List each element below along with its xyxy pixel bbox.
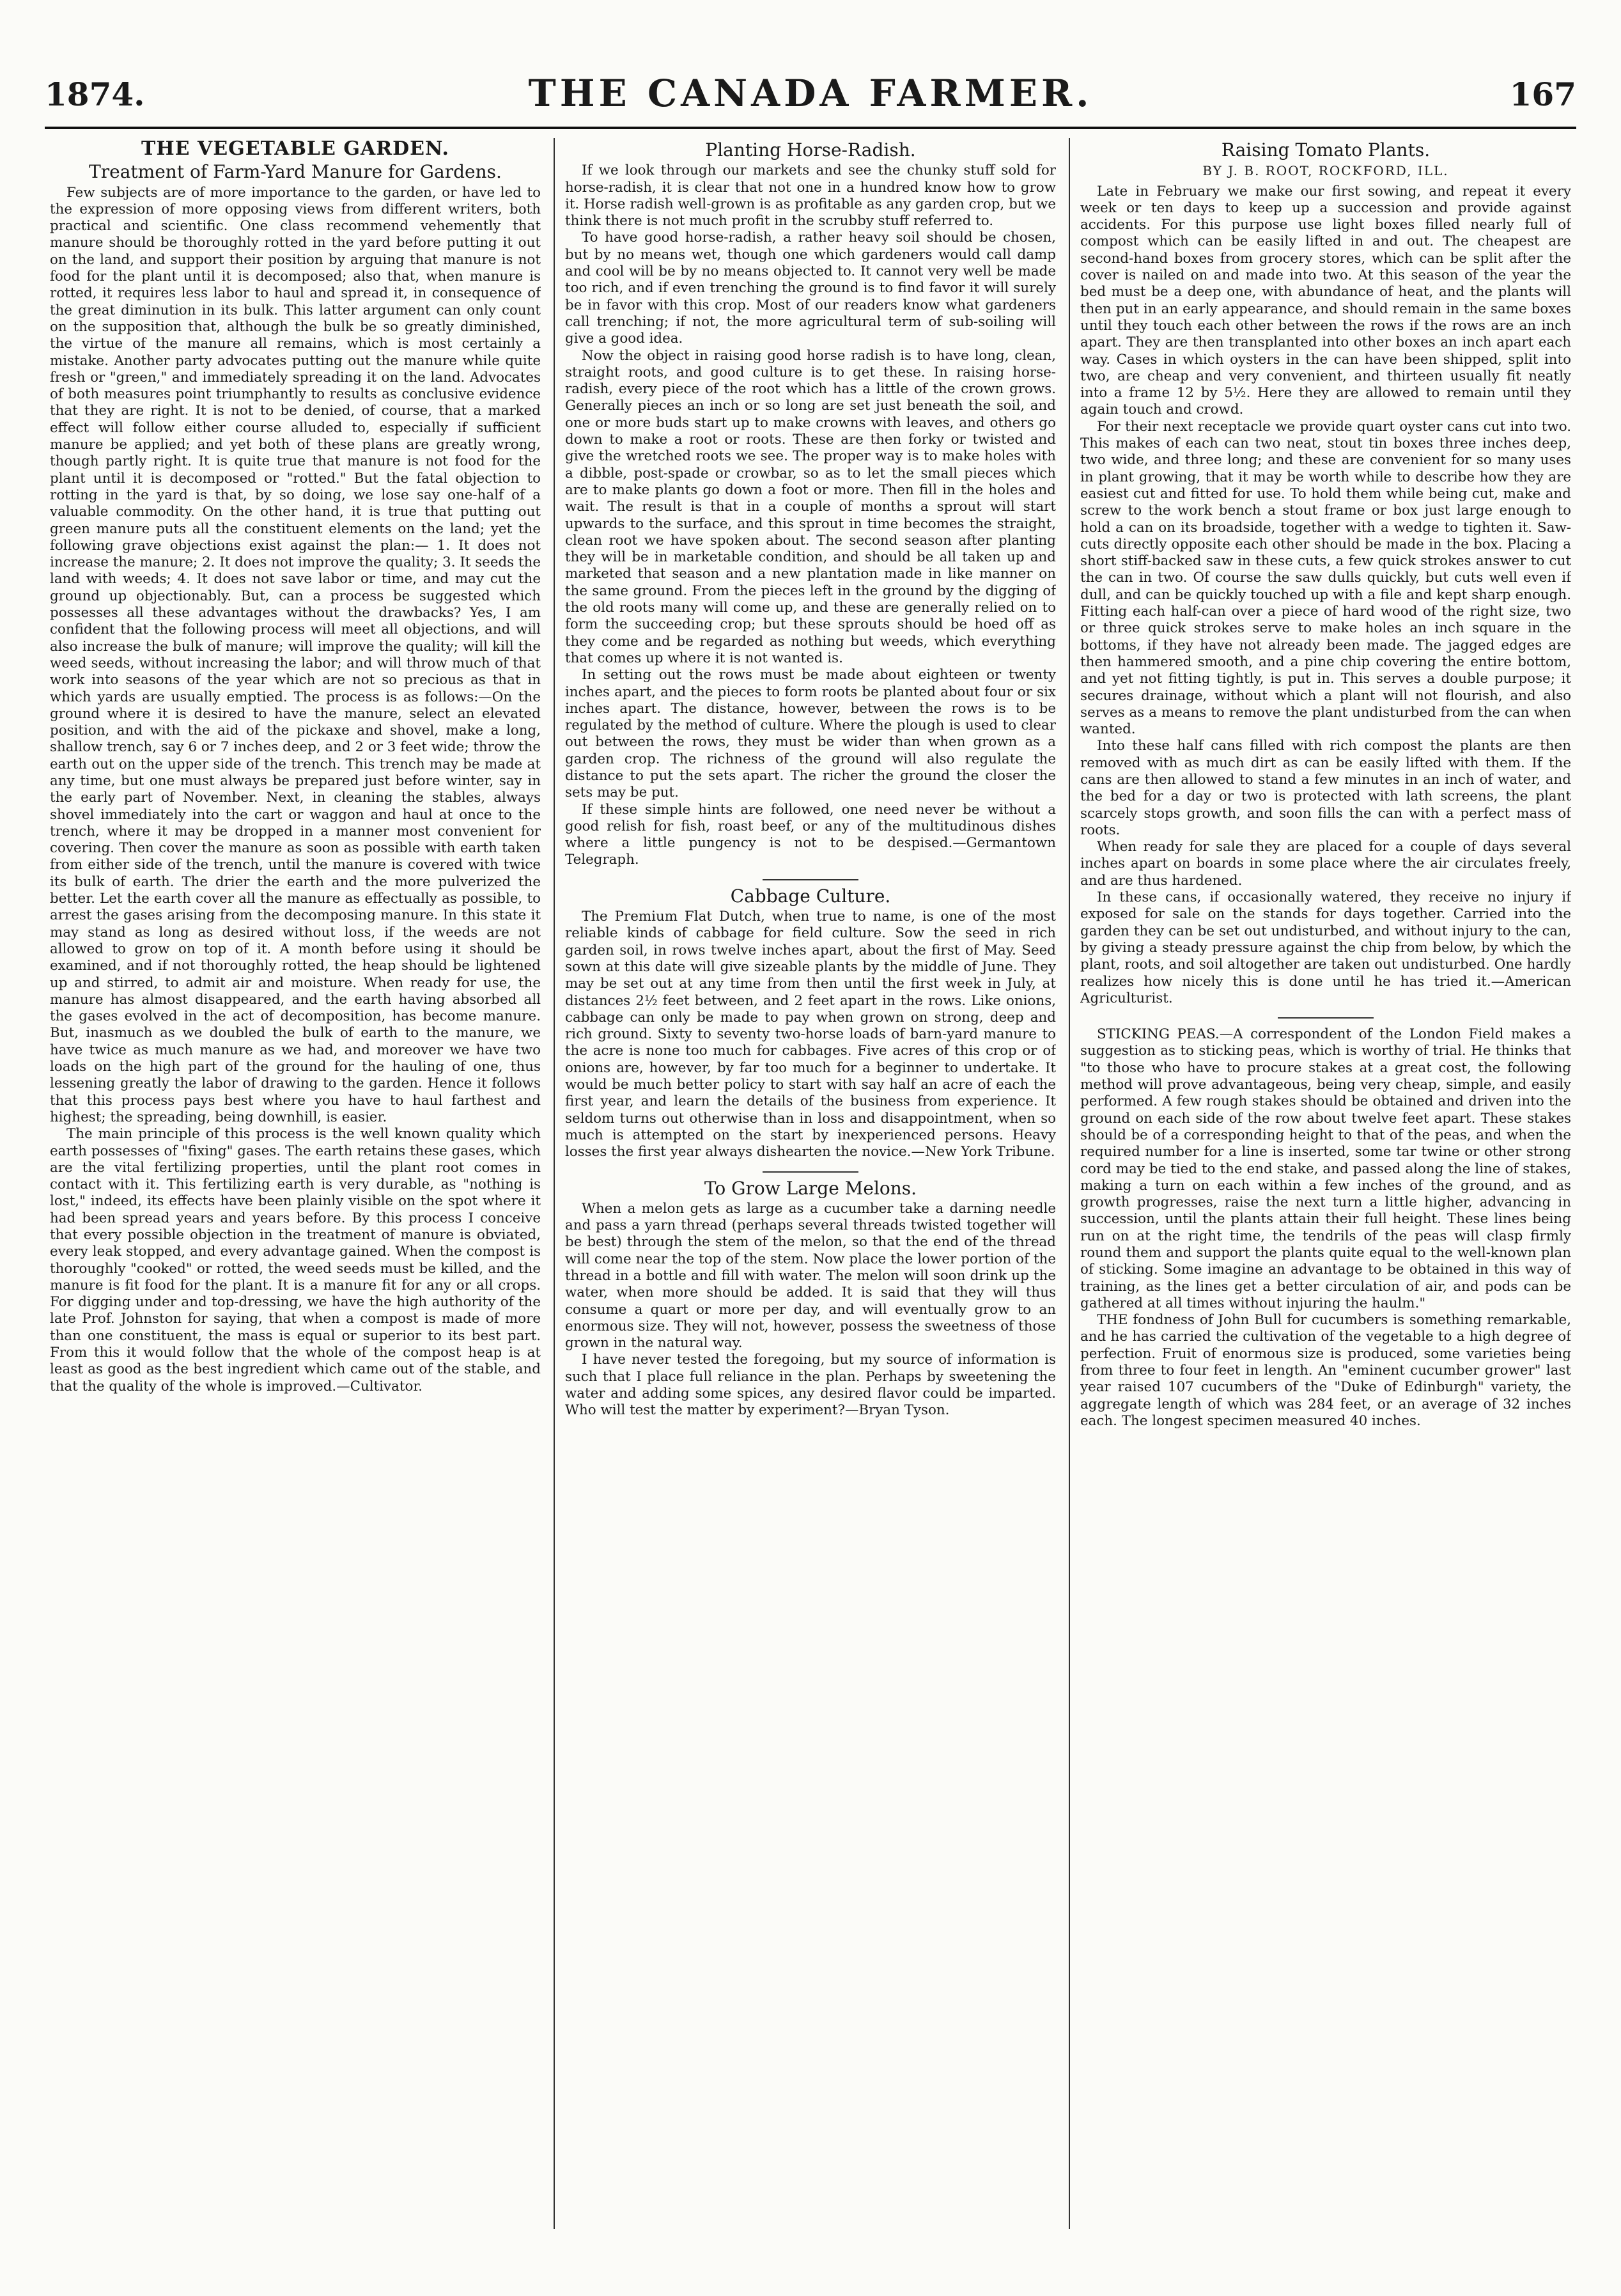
column-3 (1080, 138, 1571, 2235)
section-title: THE VEGETABLE GARDEN. (141, 138, 449, 160)
article-title: Treatment of Farm-Yard Manure for Gardens. (89, 161, 502, 183)
article-paragraph: Into these half cans filled with rich compost the plants are then removed with as much dirt as can be easily lifted with them. If the cans are then allowed to stand a few minutes in an inch of water, and the bed for a day or two is protected with lath screens, the plant scarcely stops growth, and soon fills the can with a perfect mass of roots. (1080, 738, 1571, 838)
article-paragraph: I have never tested the foregoing, but my source of information is such that I place full reliance in the plan. Perhaps by sweetening the water and adding some spices, any desired flavor could be imparted. Who will test the matter by experiment?—Bryan Tyson. (565, 1352, 1056, 1419)
article-paragraph: When ready for sale they are placed for a couple of days several inches apart on boards in some place where the air circulates freely, and are thus hardened. (1080, 839, 1571, 889)
article-separator (763, 879, 858, 880)
page-number: 167 (1509, 75, 1576, 113)
column-1 (50, 138, 541, 2235)
column-rule (554, 138, 555, 2229)
article-paragraph: If these simple hints are followed, one need never be without a good relish for fish, roast beef, or any of the multitudinous dishes where a little pungency is not to be despised.—Germantown Telegraph. (565, 801, 1056, 868)
article-separator (1278, 1017, 1374, 1019)
article (1080, 139, 1571, 1007)
article-title: Cabbage Culture. (730, 885, 891, 907)
article-paragraph: THE fondness of John Bull for cucumbers is something remarkable, and he has carried the cultivation of the vegetable to a high degree of perfection. Fruit of enormous size is produced, some varieties being from three to four feet in length. An "eminent cucumber grower" last year raised 107 cucumbers of the "Duke of Edinburgh" variety, the aggregate length of which was 284 feet, or an average of 32 inches each. The longest specimen measured 40 inches. (1080, 1312, 1571, 1429)
article-paragraph: Late in February we make our first sowing, and repeat it every week or ten days to keep up a succession and provide against accidents. For this purpose use light boxes filled nearly full of compost which can be easily lifted in and out. The cheapest are second-hand boxes from grocery stores, which can be split after the cover is nailed on and made into two. At this season of the year the bed must be a deep one, with abundance of heat, and the plants will then put in an early appearance, and should remain in the same boxes until they touch each other between the rows if the rows are an inch apart. They are then transplanted into other boxes an inch apart each way. Cases in which oysters in the can have been shipped, split into two, are cheap and very convenient, and thirteen usually fit neatly into a frame 12 by 5½. Here they are allowed to remain until they again touch and crowd. (1080, 183, 1571, 418)
article-paragraph: For their next receptacle we provide quart oyster cans cut into two. This makes of each can two neat, stout tin boxes three inches deep, two wide, and three long; and these are convenient for so many uses in plant growing, that it may be worth while to describe how they are easiest cut and fitted for use. To hold them while being cut, make and screw to the work bench a stout frame or box just large enough to hold a can on its broadside, together with a wedge to tighten it. Saw-cuts directly opposite each other should be made in the box. Placing a short stiff-backed saw in these cuts, a few quick strokes answer to cut the can in two. Of course the saw dulls quickly, but cuts well even if dull, and can be quickly touched up with a file and kept sharp enough. Fitting each half-can over a piece of hard wood of the right size, two or three quick strokes serve to make holes an inch square in the bottoms, if they have not already been made. The jagged edges are then hammered smooth, and a pine chip covering the entire bottom, and yet not fitting tightly, is put in. This serves a double purpose; it secures drainage, without which a plant will not flourish, and also serves as a means to remove the plant undisturbed from the can when wanted. (1080, 418, 1571, 738)
article-paragraph: The Premium Flat Dutch, when true to name, is one of the most reliable kinds of cabbage for field culture. Sow the seed in rich garden soil, in rows twelve inches apart, about the first of May. Seed sown at this date will give sizeable plants by the middle of June. They may be set out at any time from then until the first week in July, at distances 2½ feet between, and 2 feet apart in the rows. Like onions, cabbage can only be made to pay when grown on strong, deep and rich ground. Sixty to seventy two-horse loads of barn-yard manure to the acre is none too much for cabbages. Five acres of this crop or of onions are, however, by far too much for a beginner to undertake. It would be much better policy to start with say half an acre of each the first year, and learn the details of the business from experience. It seldom turns out otherwise than in loss and disappointment, when so much is attempted on the start by inexperienced persons. Heavy losses the first year always dishearten the novice.—New York Tribune. (565, 909, 1056, 1160)
article-paragraph: In setting out the rows must be made about eighteen or twenty inches apart, and the pieces to form roots be planted about four or six inches apart. The distance, however, between the rows is to be regulated by the method of culture. Where the plough is used to clear out between the rows, they must be wider than when grown as a garden crop. The richness of the ground will also regulate the distance to put the sets apart. The richer the ground the closer the sets may be put. (565, 667, 1056, 801)
article-paragraph: In these cans, if occasionally watered, they receive no injury if exposed for sale on the stands for days together. Carried into the garden they can be set out undisturbed, and without injury to the can, by giving a steady pressure against the chip from below, by which the plant, roots, and soil altogether are taken out undisturbed. One hardly realizes how nicely this is done until he has tried it.—American Agriculturist. (1080, 889, 1571, 1006)
article-paragraph: Now the object in raising good horse radish is to have long, clean, straight roots, and good culture is to get these. In raising horse-radish, every piece of the root which has a little of the crown grows. Generally pieces an inch or so long are set just beneath the soil, and one or more buds start up to make crowns with leaves, and others go down to make a root or roots. These are then forky or twisted and give the wretched roots we see. The proper way is to make holes with a dibble, post-spade or crowbar, so as to let the small pieces which are to make plants go down a foot or more. Then fill in the holes and wait. The result is that in a couple of months a sprout will start upwards to the surface, and this sprout in time becomes the straight, clean root we have spoken about. The second season after planting they will be in marketable condition, and should be all taken up and marketed that season and a new plantation made in like manner on the same ground. From the pieces left in the ground by the digging of the old roots many will come up, and these are generally relied on to form the succeeding crop; but these sprouts should be hoed off as they come and be regarded as nothing but weeds, which everything that comes up where it is not wanted is. (565, 347, 1056, 666)
article-paragraph: If we look through our markets and see the chunky stuff sold for horse-radish, it is clear that not one in a hundred know how to grow it. Horse radish well-grown is as profitable as any garden crop, but we think there is not much profit in the scrubby stuff referred to. (565, 162, 1056, 230)
article-title: To Grow Large Melons. (704, 1177, 917, 1199)
article-separator (763, 1171, 858, 1173)
article (1080, 1026, 1571, 1430)
article-paragraph: The main principle of this process is the well known quality which earth possesses of "fixing" gases. The earth retains these gases, which are the vital fertilizing properties, until the plant root comes in contact with it. This fertilizing earth is very durable, as "nothing is lost," indeed, its effects have been plainly visible on the spot where it had been spread years and years before. By this process I conceive that every possible objection in the treatment of manure is obviated, every leak stopped, and every advantage gained. When the compost is thoroughly "cooked" or rotted, the weed seeds must be killed, and the manure is fit food for the plant. It is a manure fit for any or all crops. For digging under and top-dressing, we have the high authority of the late Prof. Johnston for saying, that when a compost is made of more than one constituent, the mass is equal or superior to its best part. From this it would follow that the whole of the compost heap is at least as good as the best ingredient which came out of the stable, and that the quality of the whole is improved.—Cultivator. (50, 1126, 541, 1394)
article-byline: BY J. B. ROOT, ROCKFORD, ILL. (1202, 163, 1449, 179)
article (565, 885, 1056, 1161)
header-rule (45, 127, 1576, 129)
article (565, 1177, 1056, 1419)
article-paragraph: Few subjects are of more importance to the garden, or have led to the expression of more opposing views from different writers, both practical and scientific. One class recommend vehemently that manure should be thoroughly rotted in the yard before putting it out on the land, and support their position by arguing that manure is not food for the plant until it is decomposed; also that, when manure is rotted, it requires less labor to haul and spread it, in consequence of the great diminution in its bulk. This latter argument can only count on the supposition that, although the bulk be so greatly diminished, the virtue of the manure all remains, which is most certainly a mistake. Another party advocates putting out the manure while quite fresh or "green," and immediately spreading it on the land. Advocates of both measures point triumphantly to results as conclusive evidence that they are right. It is not to be denied, of course, that a marked effect will follow either course alluded to, especially if sufficient manure be applied; and yet both of these plans are greatly wrong, though partly right. It is quite true that manure is not food for the plant until it is decomposed or "rotted." But the fatal objection to rotting in the yard is that, by so doing, we lose say one-half of a valuable commodity. On the other hand, it is true that putting out green manure puts all the constituent elements on the land; yet the following grave objections exist against the plan:— 1. It does not increase the manure; 2. It does not improve the quality; 3. It seeds the land with weeds; 4. It does not save labor or time, and may cut the ground up objectionably. But, can a process be suggested which possesses all these advantages without the drawbacks? Yes, I am confident that the following process will meet all objections, and will also increase the bulk of manure; will improve the quality; will kill the weed seeds, without increasing the labor; and will throw much of that work into seasons of the year which are not so precious as that in which yards are usually emptied. The process is as follows:—On the ground where it is desired to have the manure, select an elevated position, and with the aid of the pickaxe and shovel, make a long, shallow trench, say 6 or 7 inches deep, and 2 or 3 feet wide; throw the earth out on the upper side of the trench. This trench may be made at any time, but one must always be prepared just before winter, say in the early part of November. Next, in cleaning the stables, always shovel immediately into the cart or waggon and haul at once to the trench, where it may be dropped in a manner most convenient for covering. Then cover the manure as soon as possible with earth taken from either side of the trench, until the manure is covered with twice its bulk of earth. The drier the earth and the more pulverized the better. Let the earth cover all the manure as effectually as possible, to arrest the gases arising from the decomposing manure. In this state it may stand as long as desired without loss, if the weeds are not allowed to grow on top of it. A month before using it should be examined, and if not thoroughly rotted, the heap should be lightened up and stirred, to admit air and moisture. When ready for use, the manure has almost disappeared, and the earth having absorbed all the gases evolved in the act of decomposition, has become manure. But, inasmuch as we doubled the bulk of earth to the manure, we have twice as much manure as we had, and moreover we have two loads on the high part of the ground for the hauling of one, thus lessening greatly the labor of drawing to the garden. Hence it follows that this process pays best where you have to haul farthest and highest; the spreading, being downhill, is easier. (50, 184, 541, 1125)
column-2 (565, 138, 1056, 2235)
article-title: Raising Tomato Plants. (1221, 139, 1431, 160)
article (50, 161, 541, 1395)
article-paragraph: STICKING PEAS.—A correspondent of the London Field makes a suggestion as to sticking peas, which is worthy of trial. He thinks that "to those who have to procure stakes at a great cost, the following method will prove advantageous, being very cheap, simple, and easily performed. A few rough stakes should be obtained and driven into the ground on each side of the row about twelve feet apart. These stakes should be of a corresponding height to that of the peas, and when the required number for a line is inserted, some tar twine or other strong cord may be tied to the end stake, and passed along the line of stakes, making a turn on each within a few inches of the ground, and as growth progresses, raise the next turn a little higher, advancing in succession, until the plants attain their full height. These lines being run on at the right time, the tendrils of the peas will clasp firmly round them and support the plants quite equal to the well-known plan of sticking. Some imagine an advantage to be obtained in this way of training, as the lines get a better circulation of air, and pods can be gathered at all times without injuring the haulm." (1080, 1026, 1571, 1311)
issue-year: 1874. (45, 75, 145, 113)
article-title: Planting Horse-Radish. (705, 139, 916, 160)
column-rule (1069, 138, 1070, 2229)
article (565, 139, 1056, 869)
article-paragraph: To have good horse-radish, a rather heavy soil should be chosen, but by no means wet, though one which gardeners would call damp and cool will be by no means objected to. It cannot very well be made too rich, and if even trenching the ground is to find favor it will surely be in favor with this crop. Most of our readers know what gardeners call trenching; if not, the more agricultural term of sub-soiling will give a good idea. (565, 230, 1056, 347)
article-paragraph: When a melon gets as large as a cucumber take a darning needle and pass a yarn thread (perhaps several threads twisted together will be best) through the stem of the melon, so that the end of the thread will come near the top of the stem. Now place the lower portion of the thread in a bottle and fill with water. The melon will soon drink up the water, when more should be added. It is said that they will thus consume a quart or more per day, and will eventually grow to an enormous size. They will not, however, possess the sweetness of those grown in the natural way. (565, 1200, 1056, 1352)
masthead: THE CANADA FARMER. (528, 72, 1093, 115)
